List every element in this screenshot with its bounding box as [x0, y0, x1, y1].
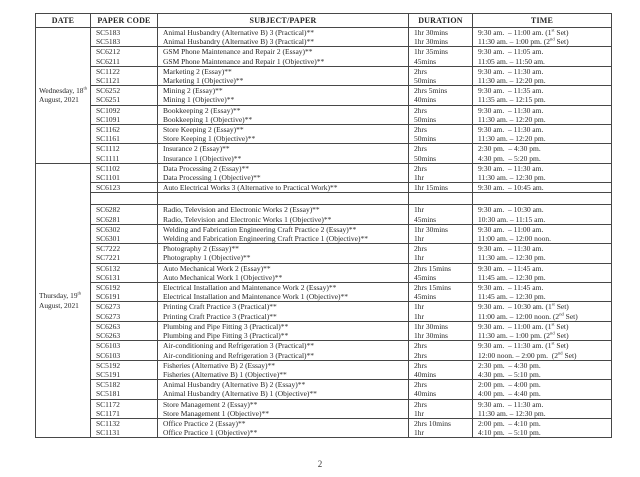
paper-code-cell: SC1171 [91, 409, 158, 419]
header-subject-paper: SUBJECT/PAPER [158, 14, 409, 28]
table-row [36, 370, 612, 380]
table-row [36, 215, 612, 225]
page-number: 2 [317, 459, 323, 469]
duration-cell: 2hrs [409, 244, 473, 254]
duration-cell: 2hrs [409, 360, 473, 370]
duration-cell: 45mins [409, 292, 473, 302]
duration-cell: 2hrs [409, 105, 473, 115]
subject-cell: Electrical Installation and Maintenance Work 2 (Essay)** [158, 283, 409, 293]
duration-cell: 2hrs [409, 341, 473, 351]
subject-cell: Auto Electrical Works 3 (Alternative to Practical Work)** [158, 183, 409, 193]
header-duration: DURATION [409, 14, 473, 28]
time-cell: 9:30 am. – 10:30 am. [473, 205, 612, 215]
table-row [36, 312, 612, 322]
duration-cell: 1hr 30mins [409, 224, 473, 234]
duration-cell: 2hrs [409, 125, 473, 135]
paper-code-cell: SC6281 [91, 215, 158, 225]
subject-cell: GSM Phone Maintenance and Repair 2 (Essay)** [158, 47, 409, 57]
subject-cell: Store Management 2 (Essay)** [158, 399, 409, 409]
paper-code-cell: SC7221 [91, 253, 158, 263]
paper-code-cell: SC5183 [91, 28, 158, 38]
duration-cell: 2hrs [409, 380, 473, 390]
paper-code-cell: SC1161 [91, 134, 158, 144]
time-cell: 2:30 pm. – 4:30 pm. [473, 360, 612, 370]
subject-cell: Data Processing 1 (Objective)** [158, 173, 409, 183]
time-cell: 9:30 am. – 11:35 am. [473, 86, 612, 96]
table-row [36, 234, 612, 244]
paper-code-cell: SC6212 [91, 47, 158, 57]
table-row [36, 224, 612, 234]
duration-cell: 1hr 30mins [409, 321, 473, 331]
time-cell: 11:30 am. – 12:30 pm. [473, 253, 612, 263]
paper-code-cell: SC1092 [91, 105, 158, 115]
time-cell: 9:30 am. – 10:45 am. [473, 183, 612, 193]
table-row [36, 253, 612, 263]
subject-cell: Marketing 2 (Essay)** [158, 66, 409, 76]
time-cell: 4:30 pm. – 5:10 pm. [473, 370, 612, 380]
paper-code-cell: SC6131 [91, 273, 158, 283]
duration-cell: 2hrs [409, 351, 473, 361]
subject-cell: Bookkeeping 1 (Objective)** [158, 115, 409, 125]
time-cell: 11:30 am. – 12:20 pm. [473, 134, 612, 144]
subject-cell: Marketing 1 (Objective)** [158, 76, 409, 86]
duration-cell: 1hr [409, 253, 473, 263]
duration-cell: 2hrs [409, 144, 473, 154]
time-cell: 4:10 pm. – 5:10 pm. [473, 428, 612, 438]
duration-cell: 45mins [409, 215, 473, 225]
table-row [36, 86, 612, 96]
subject-cell: Insurance 2 (Essay)** [158, 144, 409, 154]
paper-code-cell: SC6103 [91, 341, 158, 351]
subject-cell: Data Processing 2 (Essay)** [158, 163, 409, 173]
table-row [36, 47, 612, 57]
subject-cell: Fisheries (Alternative B) 2 (Essay)** [158, 360, 409, 370]
table-row [36, 66, 612, 76]
subject-cell: Office Practice 2 (Essay)** [158, 418, 409, 428]
table-row [36, 418, 612, 428]
paper-code-cell: SC6211 [91, 57, 158, 67]
time-cell: 11:00 am. – 12:00 noon. [473, 234, 612, 244]
paper-code-cell: SC6191 [91, 292, 158, 302]
table-row [36, 76, 612, 86]
paper-code-cell: SC1091 [91, 115, 158, 125]
paper-code-cell: SC1132 [91, 418, 158, 428]
time-cell: 9:30 am. – 11:30 am. [473, 125, 612, 135]
paper-code-cell: SC6192 [91, 283, 158, 293]
paper-code-cell: SC1162 [91, 125, 158, 135]
duration-cell: 40mins [409, 370, 473, 380]
paper-code-cell: SC6273 [91, 302, 158, 312]
duration-cell: 2hrs 15mins [409, 283, 473, 293]
timetable-body [36, 28, 612, 438]
subject-cell: Office Practice 1 (Objective)** [158, 428, 409, 438]
paper-code-cell: SC1131 [91, 428, 158, 438]
table-row [36, 134, 612, 144]
subject-cell: Fisheries (Alternative B) 1 (Objective)** [158, 370, 409, 380]
time-cell: 11:45 am. – 12:30 pm. [473, 273, 612, 283]
duration-cell [409, 193, 473, 205]
paper-code-cell: SC6263 [91, 321, 158, 331]
table-row [36, 57, 612, 67]
subject-cell: Photography 1 (Objective)** [158, 253, 409, 263]
time-cell: 9:30 am. – 11:30 am. [473, 399, 612, 409]
table-row [36, 95, 612, 105]
subject-cell: Welding and Fabrication Engineering Craft Practice 1 (Objective)** [158, 234, 409, 244]
table-row [36, 244, 612, 254]
table-row [36, 115, 612, 125]
time-cell: 9:30 am. – 11:30 am. [473, 163, 612, 173]
duration-cell: 2hrs 10mins [409, 418, 473, 428]
subject-cell: Welding and Fabrication Engineering Craft Practice 2 (Essay)** [158, 224, 409, 234]
paper-code-cell [91, 193, 158, 205]
paper-code-cell: SC6252 [91, 86, 158, 96]
table-row [36, 263, 612, 273]
duration-cell: 1hr [409, 428, 473, 438]
duration-cell: 2hrs [409, 399, 473, 409]
paper-code-cell: SC6132 [91, 263, 158, 273]
duration-cell: 1hr 35mins [409, 47, 473, 57]
paper-code-cell: SC5182 [91, 380, 158, 390]
subject-cell: Auto Mechanical Work 2 (Essay)** [158, 263, 409, 273]
paper-code-cell: SC1172 [91, 399, 158, 409]
table-row [36, 428, 612, 438]
time-cell: 9:30 am. – 11:30 am. (1st Set) [473, 341, 612, 351]
paper-code-cell: SC1101 [91, 173, 158, 183]
header-time: TIME [473, 14, 612, 28]
subject-cell: Photography 2 (Essay)** [158, 244, 409, 254]
duration-cell: 1hr [409, 312, 473, 322]
paper-code-cell: SC6263 [91, 331, 158, 341]
time-cell: 12:00 noon. – 2:00 pm. (2nd Set) [473, 351, 612, 361]
table-row [36, 341, 612, 351]
time-cell: 11:30 am. – 12:30 pm. [473, 409, 612, 419]
time-cell: 11:30 am. – 12:20 pm. [473, 115, 612, 125]
subject-cell [158, 193, 409, 205]
duration-cell: 50mins [409, 134, 473, 144]
table-row [36, 399, 612, 409]
table-row [36, 37, 612, 47]
table-row [36, 380, 612, 390]
time-cell: 9:30 am. – 11:00 am. (1st Set) [473, 321, 612, 331]
duration-cell: 1hr [409, 302, 473, 312]
subject-cell: Air-conditioning and Refrigeration 3 (Practical)** [158, 351, 409, 361]
table-row [36, 173, 612, 183]
paper-code-cell: SC1112 [91, 144, 158, 154]
time-cell: 9:30 am. – 11:05 am. [473, 47, 612, 57]
table-row [36, 163, 612, 173]
subject-cell: Bookkeeping 2 (Essay)** [158, 105, 409, 115]
paper-code-cell: SC1122 [91, 66, 158, 76]
table-row [36, 283, 612, 293]
table-row [36, 321, 612, 331]
time-cell: 9:30 am. – 11:00 am. (1st Set) [473, 28, 612, 38]
header-row [36, 14, 612, 28]
table-row [36, 331, 612, 341]
time-cell: 9:30 am. – 11:45 am. [473, 263, 612, 273]
time-cell: 11:05 am. – 11:50 am. [473, 57, 612, 67]
time-cell: 9:30 am. – 11:45 am. [473, 283, 612, 293]
time-cell: 11:35 am. – 12:15 pm. [473, 95, 612, 105]
paper-code-cell: SC1121 [91, 76, 158, 86]
paper-code-cell: SC5183 [91, 37, 158, 47]
duration-cell: 40mins [409, 95, 473, 105]
paper-code-cell: SC6123 [91, 183, 158, 193]
table-row [36, 183, 612, 193]
time-cell: 9:30 am. – 11:30 am. [473, 244, 612, 254]
table-row [36, 28, 612, 38]
time-cell: 11:30 am. – 1:00 pm. (2nd Set) [473, 37, 612, 47]
subject-cell: Printing Craft Practice 3 (Practical)** [158, 312, 409, 322]
table-row [36, 144, 612, 154]
time-cell: 11:30 am. – 12:20 pm. [473, 76, 612, 86]
time-cell: 11:45 am. – 12:30 pm. [473, 292, 612, 302]
header-date: DATE [36, 14, 91, 28]
table-row [36, 125, 612, 135]
subject-cell: Animal Husbandry (Alternative B) 3 (Practical)** [158, 28, 409, 38]
duration-cell: 50mins [409, 76, 473, 86]
time-cell: 10:30 am. – 11:15 am. [473, 215, 612, 225]
paper-code-cell: SC6273 [91, 312, 158, 322]
paper-code-cell: SC6282 [91, 205, 158, 215]
time-cell: 11:00 am. – 12:00 noon. (2nd Set) [473, 312, 612, 322]
duration-cell: 50mins [409, 115, 473, 125]
duration-cell: 2hrs 5mins [409, 86, 473, 96]
duration-cell: 1hr [409, 234, 473, 244]
duration-cell: 50mins [409, 154, 473, 164]
duration-cell: 45mins [409, 57, 473, 67]
duration-cell: 1hr 30mins [409, 331, 473, 341]
paper-code-cell: SC5181 [91, 389, 158, 399]
duration-cell: 1hr [409, 205, 473, 215]
table-row [36, 292, 612, 302]
time-cell: 9:30 am. – 10:30 am. (1st Set) [473, 302, 612, 312]
table-row [36, 389, 612, 399]
time-cell [473, 193, 612, 205]
subject-cell: Electrical Installation and Maintenance Work 1 (Objective)** [158, 292, 409, 302]
subject-cell: GSM Phone Maintenance and Repair 1 (Objective)** [158, 57, 409, 67]
duration-cell: 2hrs [409, 66, 473, 76]
table-row [36, 105, 612, 115]
subject-cell: Store Management 1 (Objective)** [158, 409, 409, 419]
paper-code-cell: SC6302 [91, 224, 158, 234]
paper-code-cell: SC6251 [91, 95, 158, 105]
subject-cell: Insurance 1 (Objective)** [158, 154, 409, 164]
subject-cell: Radio, Television and Electronic Works 2 (Essay)** [158, 205, 409, 215]
table-row [36, 273, 612, 283]
time-cell: 4:00 pm. – 4:40 pm. [473, 389, 612, 399]
time-cell: 9:30 am. – 11:00 am. [473, 224, 612, 234]
duration-cell: 1hr 30mins [409, 28, 473, 38]
header-paper-code: PAPER CODE [91, 14, 158, 28]
time-cell: 2:30 pm. – 4:30 pm. [473, 144, 612, 154]
table-row [36, 351, 612, 361]
table-header [36, 14, 612, 28]
table-row [36, 154, 612, 164]
spacer-row [36, 193, 612, 205]
time-cell: 11:30 am. – 1:00 pm. (2nd Set) [473, 331, 612, 341]
duration-cell: 1hr 30mins [409, 37, 473, 47]
time-cell: 9:30 am. – 11:30 am. [473, 105, 612, 115]
subject-cell: Auto Mechanical Work 1 (Objective)** [158, 273, 409, 283]
table-row [36, 409, 612, 419]
paper-code-cell: SC5191 [91, 370, 158, 380]
table-row [36, 302, 612, 312]
time-cell: 4:30 pm. – 5:20 pm. [473, 154, 612, 164]
subject-cell: Mining 2 (Essay)** [158, 86, 409, 96]
subject-cell: Plumbing and Pipe Fitting 3 (Practical)** [158, 331, 409, 341]
paper-code-cell: SC1102 [91, 163, 158, 173]
duration-cell: 45mins [409, 273, 473, 283]
subject-cell: Animal Husbandry (Alternative B) 2 (Essay)** [158, 380, 409, 390]
duration-cell: 1hr [409, 409, 473, 419]
paper-code-cell: SC5192 [91, 360, 158, 370]
table-row [36, 205, 612, 215]
duration-cell: 2hrs 15mins [409, 263, 473, 273]
paper-code-cell: SC1111 [91, 154, 158, 164]
time-cell: 2:00 pm. – 4:10 pm. [473, 418, 612, 428]
time-cell: 9:30 am. – 11:30 am. [473, 66, 612, 76]
time-cell: 11:30 am. – 12:30 pm. [473, 173, 612, 183]
subject-cell: Printing Craft Practice 3 (Practical)** [158, 302, 409, 312]
subject-cell: Animal Husbandry (Alternative B) 1 (Objective)** [158, 389, 409, 399]
exam-timetable-table [35, 13, 612, 438]
time-cell: 2:00 pm. – 4:00 pm. [473, 380, 612, 390]
subject-cell: Store Keeping 1 (Objective)** [158, 134, 409, 144]
duration-cell: 40mins [409, 389, 473, 399]
duration-cell: 1hr [409, 173, 473, 183]
date-cell: Wednesday, 18th August, 2021 [36, 28, 91, 164]
paper-code-cell: SC6103 [91, 351, 158, 361]
duration-cell: 2hrs [409, 163, 473, 173]
table-row [36, 360, 612, 370]
subject-cell: Air-conditioning and Refrigeration 3 (Practical)** [158, 341, 409, 351]
duration-cell: 1hr 15mins [409, 183, 473, 193]
paper-code-cell: SC6301 [91, 234, 158, 244]
subject-cell: Mining 1 (Objective)** [158, 95, 409, 105]
date-cell: Thursday, 19th August, 2021 [36, 163, 91, 437]
subject-cell: Radio, Television and Electronic Works 1 (Objective)** [158, 215, 409, 225]
subject-cell: Plumbing and Pipe Fitting 3 (Practical)** [158, 321, 409, 331]
subject-cell: Store Keeping 2 (Essay)** [158, 125, 409, 135]
paper-code-cell: SC7222 [91, 244, 158, 254]
subject-cell: Animal Husbandry (Alternative B) 3 (Practical)** [158, 37, 409, 47]
